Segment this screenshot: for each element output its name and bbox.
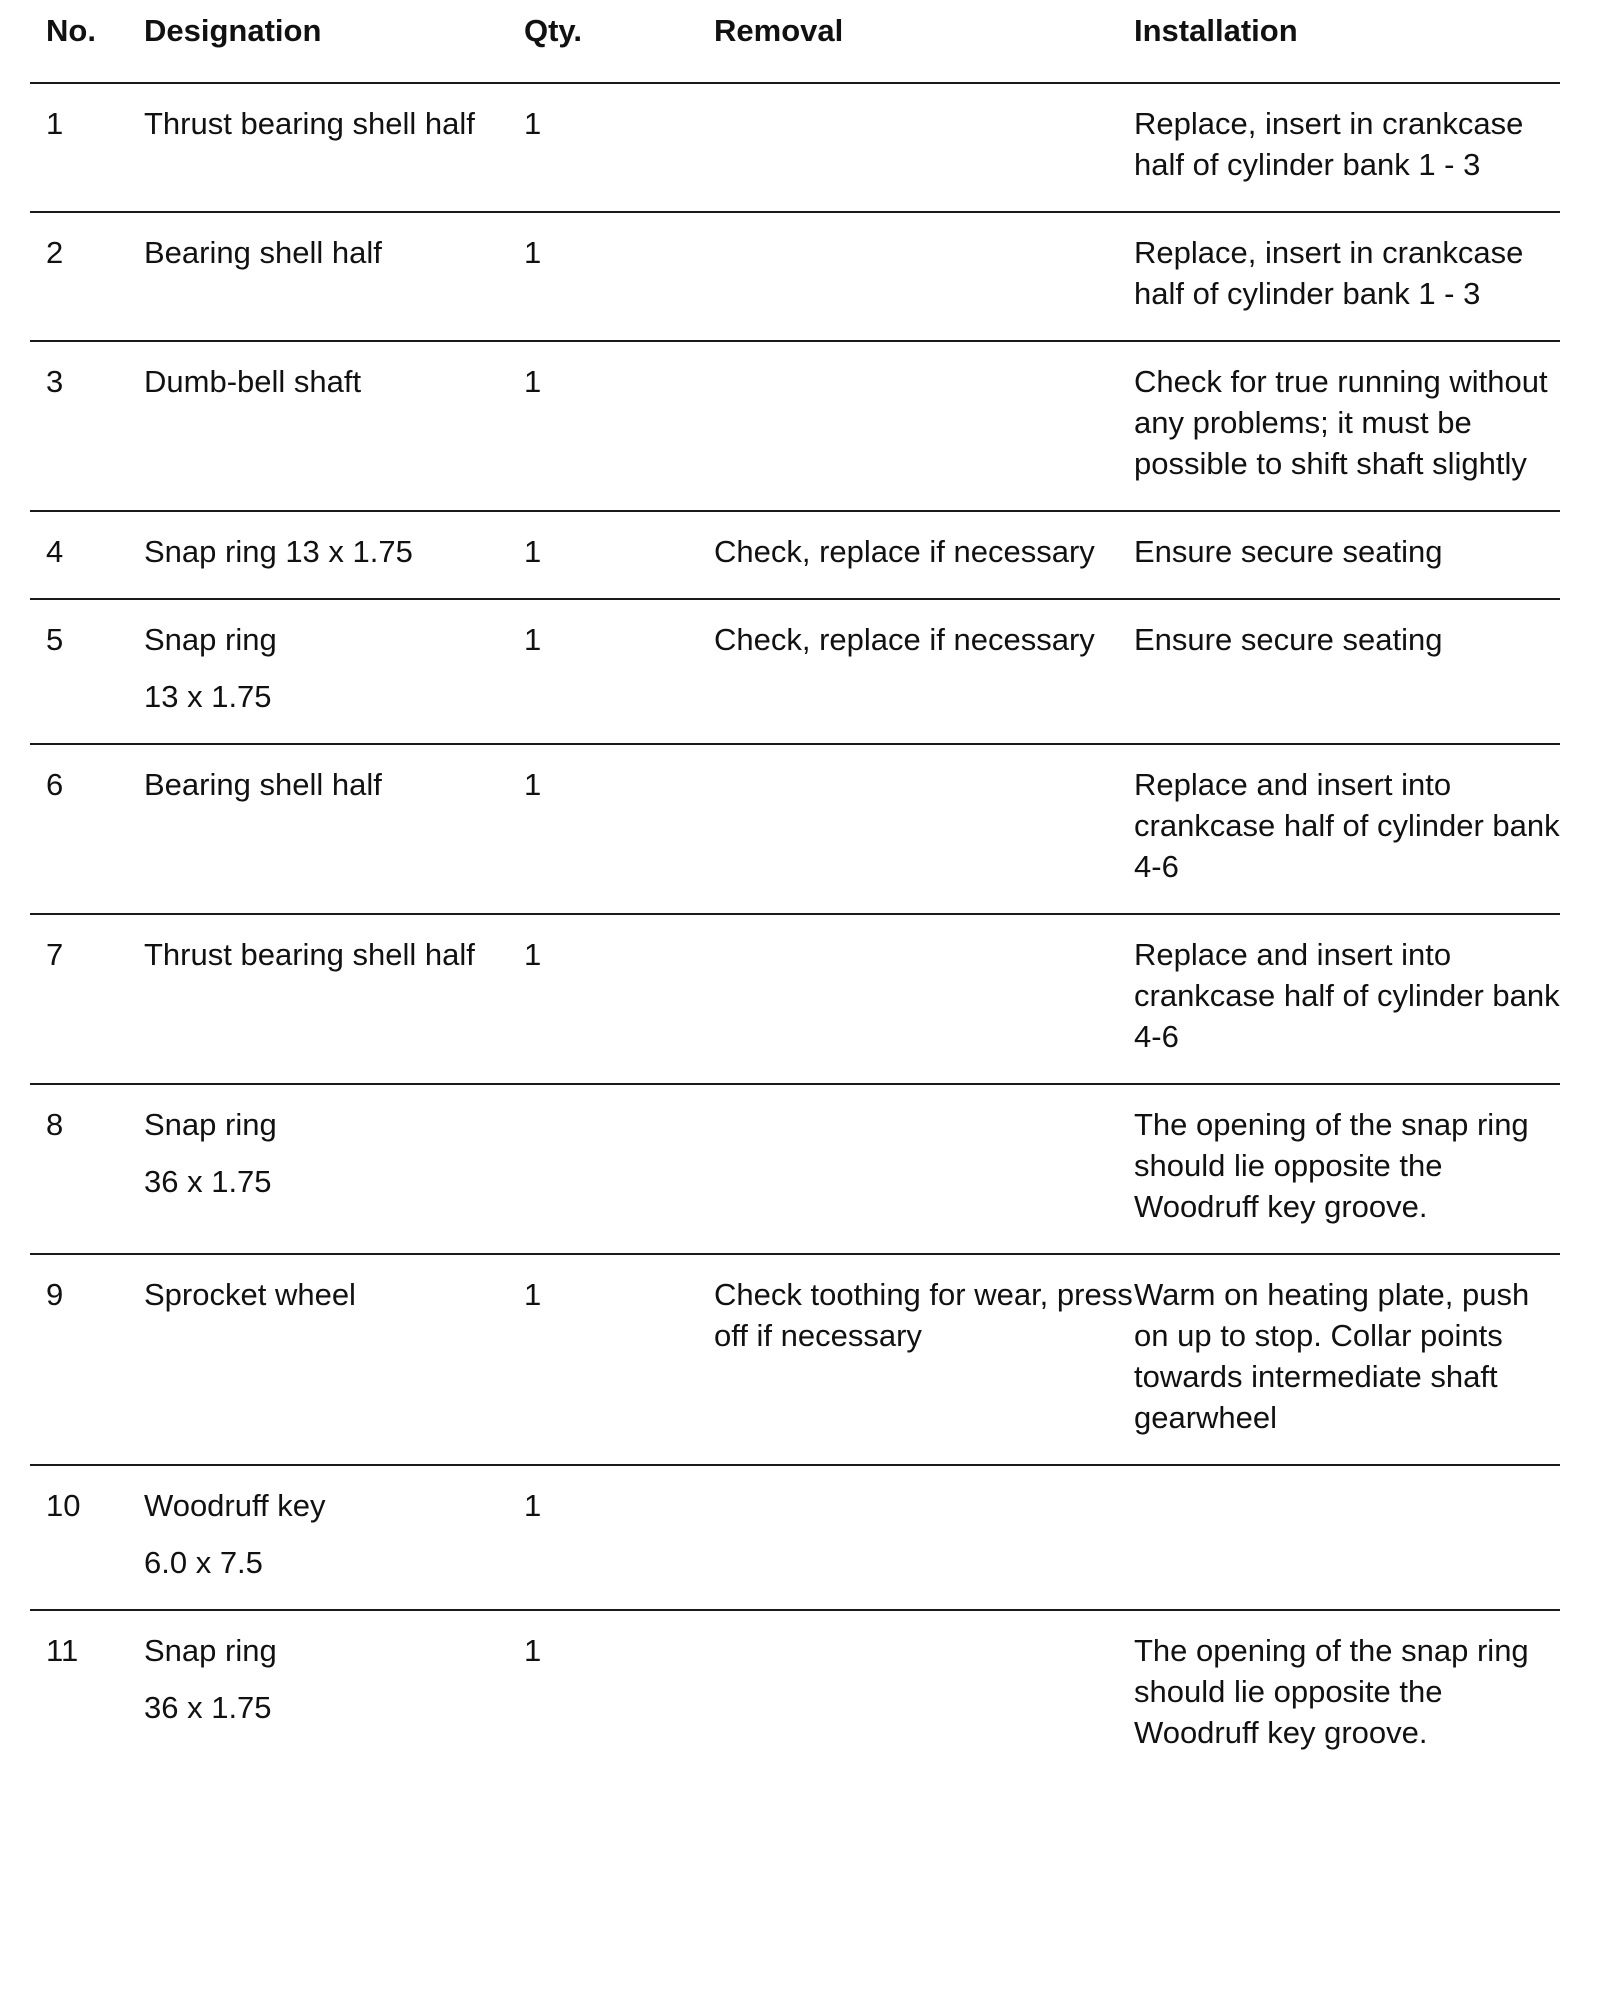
cell-designation [144,915,524,1083]
cell-removal: Check, replace if necessary [714,534,1095,569]
cell-installation: Ensure secure seating [1134,534,1443,569]
cell-no: 2 [46,235,64,270]
cell-qty: 1 [524,534,542,569]
cell-no: 5 [46,622,64,657]
table-row [30,82,1560,211]
cell-removal [714,1085,1134,1253]
table-row [30,913,1560,1083]
cell-designation [144,600,524,743]
cell-qty: 1 [524,106,542,141]
cell-removal [714,1466,1134,1609]
cell-removal [714,84,1134,211]
cell-designation [144,745,524,913]
cell-no: 10 [46,1488,81,1523]
cell-no: 8 [46,1107,64,1142]
designation-text: Dumb-bell shaft [144,364,362,399]
cell-qty: 1 [524,364,542,399]
table-row [30,510,1560,598]
cell-removal [714,213,1134,340]
cell-removal: Check, replace if necessary [714,622,1095,657]
cell-installation [1134,1466,1560,1609]
designation-text: Bearing shell half [144,235,382,270]
header-installation: Installation [1134,13,1298,48]
cell-installation: Warm on heating plate, push on up to stop. Collar points towards intermediate shaft gearwheel [1134,1277,1530,1435]
cell-installation: Replace, insert in crankcase half of cylinder bank 1 - 3 [1134,235,1524,311]
header-removal: Removal [714,13,844,48]
parts-table [30,0,1560,1779]
cell-installation: Check for true running without any problems; it must be possible to shift shaft slightly [1134,364,1548,481]
cell-qty: 1 [524,1277,542,1312]
designation-size: 13 x 1.75 [144,679,272,714]
cell-removal [714,745,1134,913]
table-row [30,1253,1560,1464]
designation-text: Snap ring 13 x 1.75 [144,534,413,569]
table-row [30,598,1560,743]
designation-size: 36 x 1.75 [144,1690,272,1725]
cell-no: 9 [46,1277,64,1312]
cell-designation [144,213,524,340]
designation-text: Snap ring [144,1107,277,1142]
designation-text: Woodruff key [144,1488,326,1523]
cell-qty: 1 [524,622,542,657]
header-qty: Qty. [524,13,582,48]
cell-installation: Replace and insert into crankcase half of cylinder bank 4-6 [1134,767,1560,884]
cell-installation: Replace and insert into crankcase half of cylinder bank 4-6 [1134,937,1560,1054]
designation-size: 36 x 1.75 [144,1164,272,1199]
cell-removal [714,342,1134,510]
cell-no: 4 [46,534,64,569]
cell-removal [714,1611,1134,1779]
cell-qty: 1 [524,1633,542,1668]
cell-designation [144,1085,524,1253]
cell-designation [144,84,524,211]
header-no: No. [46,13,96,48]
cell-installation: The opening of the snap ring should lie opposite the Woodruff key groove. [1134,1107,1529,1224]
cell-qty [524,1085,714,1253]
designation-text: Sprocket wheel [144,1277,356,1312]
table-row [30,211,1560,340]
cell-designation [144,1255,524,1464]
cell-designation [144,1611,524,1779]
designation-size: 6.0 x 7.5 [144,1545,263,1580]
cell-installation: Replace, insert in crankcase half of cylinder bank 1 - 3 [1134,106,1524,182]
cell-no: 3 [46,364,64,399]
table-row [30,340,1560,510]
cell-removal: Check toothing for wear, press off if necessary [714,1277,1133,1353]
cell-no: 11 [46,1633,79,1668]
cell-no: 6 [46,767,64,802]
designation-text: Thrust bearing shell half [144,106,475,141]
cell-installation: Ensure secure seating [1134,622,1443,657]
cell-qty: 1 [524,767,542,802]
designation-text: Snap ring [144,622,277,657]
designation-text: Snap ring [144,1633,277,1668]
cell-qty: 1 [524,235,542,270]
cell-no: 7 [46,937,64,972]
designation-text: Thrust bearing shell half [144,937,475,972]
cell-qty: 1 [524,937,542,972]
table-row [30,1609,1560,1779]
cell-designation [144,512,524,598]
table-header [30,0,1560,82]
table-row [30,743,1560,913]
table-row [30,1083,1560,1253]
cell-designation [144,1466,524,1609]
cell-designation [144,342,524,510]
cell-qty: 1 [524,1488,542,1523]
cell-no: 1 [46,106,64,141]
cell-installation: The opening of the snap ring should lie opposite the Woodruff key groove. [1134,1633,1529,1750]
header-designation: Designation [144,13,322,48]
cell-removal [714,915,1134,1083]
designation-text: Bearing shell half [144,767,382,802]
table-row [30,1464,1560,1609]
